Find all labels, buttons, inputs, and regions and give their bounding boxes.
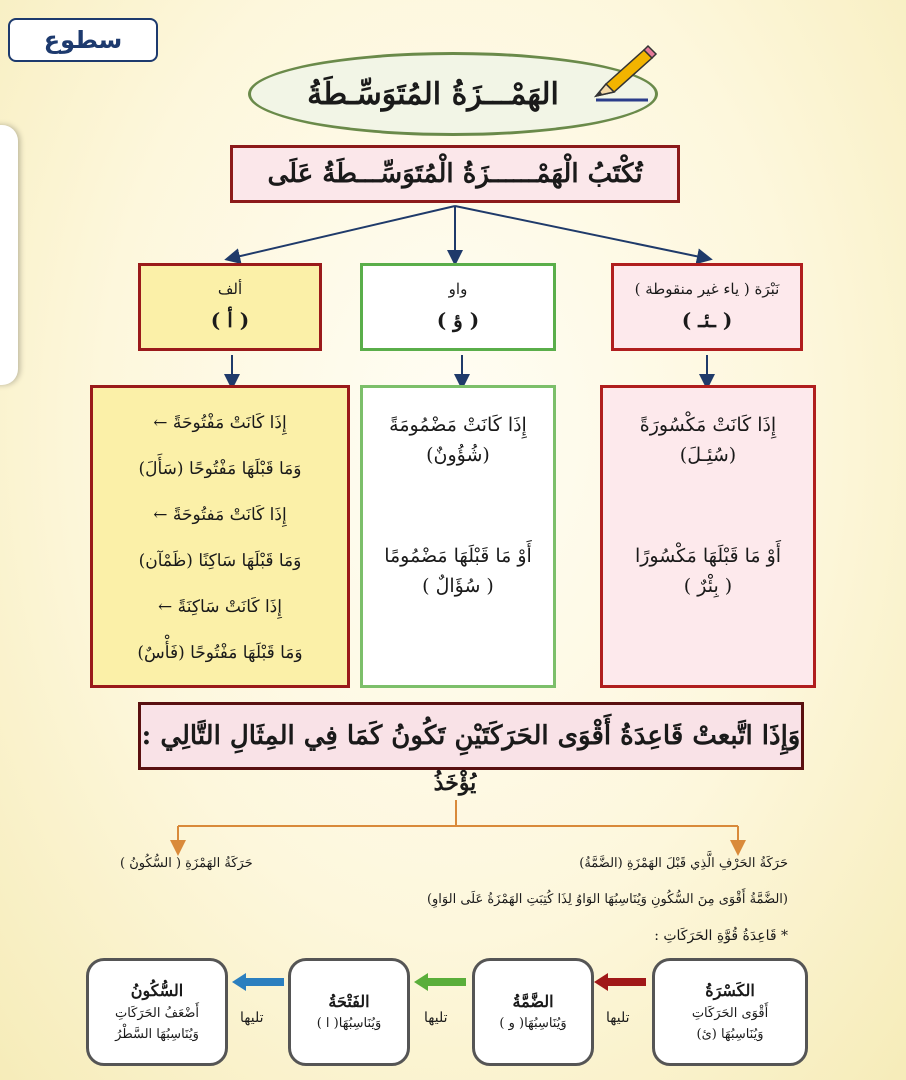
category-alif-symbol: ( أ ) (210, 307, 250, 332)
follow-label: تليها (606, 1010, 630, 1026)
strength-line: أَقْوَى الحَرَكَاتِ (691, 1006, 769, 1021)
page-title: الهَمْـــزَةُ المُتَوَسِّـطَةُ (307, 76, 559, 112)
analysis-preceding-letter: حَرَكَةُ الحَرْفِ الَّذِي قَبْلَ الهَمْزَةِ (الضَّمَّةُ) (579, 856, 788, 871)
rule-example: (شُؤُونٌ) (426, 444, 490, 467)
rule-line: وَمَا قَبْلَهَا مَفْتُوحًا (فَأْسٌ) (137, 643, 303, 663)
strength-line: وَيُنَاسِبُهَا (ئ) (696, 1026, 764, 1042)
rules-alif (90, 385, 350, 688)
rule-line: وَمَا قَبْلَهَا مَفْتُوحًا (سَأَلَ) (138, 459, 302, 479)
category-alif-label: ألف (217, 280, 243, 299)
arrow-left-red-icon (590, 972, 650, 992)
strength-damma (472, 958, 594, 1066)
strength-kasra (652, 958, 808, 1066)
category-nabra-symbol: ( ـئـ ) (681, 307, 733, 332)
pencil-icon (588, 44, 658, 104)
strength-line: وَيُنَاسِبُهَا( ا ) (316, 1016, 382, 1032)
rule-line: إِذَا كَانَتْ سَاكِنَةً ← (158, 597, 282, 617)
rule-condition: إِذَا كَانَتْ مَكْسُورَةً (639, 414, 777, 436)
strength-line: وَيُنَاسِبُهَا( و ) (499, 1016, 567, 1032)
analysis-hamza-vowel: حَرَكَةُ الهَمْزَةِ ( السُّكُونُ ) (120, 856, 253, 871)
strongest-vowel-note: وَإِذَا اتَّبعتْ قَاعِدَةُ أَقْوَى الحَرَكَتَيْنِ تَكُونُ كَمَا فِي المِثَالِ التَّالِي : (138, 702, 804, 770)
arrow-left-green-icon (410, 972, 470, 992)
logo-text: سطوع (43, 26, 123, 54)
rule-line: إِذَا كَانَتْ مَفتُوحَةً ← (153, 505, 287, 525)
side-panel-tab[interactable] (0, 125, 18, 385)
rule-line: إِذَا كَانَتْ مَفْتُوحَةً ← (153, 413, 287, 433)
category-waw (360, 263, 556, 351)
strength-sukun (86, 958, 228, 1066)
logo[interactable] (8, 18, 158, 62)
category-nabra-label: نَبْرَة ( ياء غير منقوطة ) (634, 280, 780, 299)
strength-head: الكَسْرَةُ (705, 981, 755, 1001)
analysis-explanation: (الضَّمَّةُ أَقْوَى مِنَ السُّكُونِ وَيُنَاسِبُهَا الوَاوُ لِذَا كُتِبَتِ الهَمْزَةُ عَلَى الوَاوِ) (426, 892, 788, 907)
rule-line: وَمَا قَبْلَهَا سَاكِنًا (ظَمْآن) (138, 551, 302, 571)
headline-box: تُكْتَبُ الْهَمْــــــزَةُ الْمُتَوَسِّـــطَةُ عَلَى (230, 145, 680, 203)
strength-head: السُّكُونُ (130, 981, 184, 1001)
example-word: يُؤْخَذُ (433, 770, 477, 796)
rule-condition: أَوْ مَا قَبْلَهَا مَكْسُورًا (634, 544, 782, 567)
strength-head: الفَتْحَةُ (328, 991, 370, 1011)
strength-rule-title: * قَاعِدَةُ قُوَّةِ الحَرَكَاتِ : (654, 928, 788, 944)
rule-example: ( سُؤَالٌ ) (422, 575, 494, 598)
rule-condition: إِذَا كَانَتْ مَضْمُومَةً (389, 414, 527, 436)
rule-example: ( بِئْرٌ ) (683, 575, 733, 598)
category-waw-label: واو (448, 280, 468, 299)
follow-label: تليها (240, 1010, 264, 1026)
strength-line: أَضْعَفُ الحَرَكَاتِ (114, 1006, 200, 1021)
category-waw-symbol: ( ؤ ) (436, 307, 480, 332)
category-alif (138, 263, 322, 351)
category-nabra (611, 263, 803, 351)
strength-head: الضَّمَّةُ (512, 991, 554, 1011)
strength-fatha (288, 958, 410, 1066)
follow-label: تليها (424, 1010, 448, 1026)
strength-line: وَيُنَاسِبُهَا السَّطْرُ (115, 1026, 199, 1042)
rules-waw (360, 385, 556, 688)
rule-example: (سُئِـلَ) (679, 444, 737, 467)
rules-ya (600, 385, 816, 688)
rule-condition: أَوْ مَا قَبْلَهَا مَضْمُومًا (384, 544, 532, 567)
arrow-left-blue-icon (228, 972, 288, 992)
